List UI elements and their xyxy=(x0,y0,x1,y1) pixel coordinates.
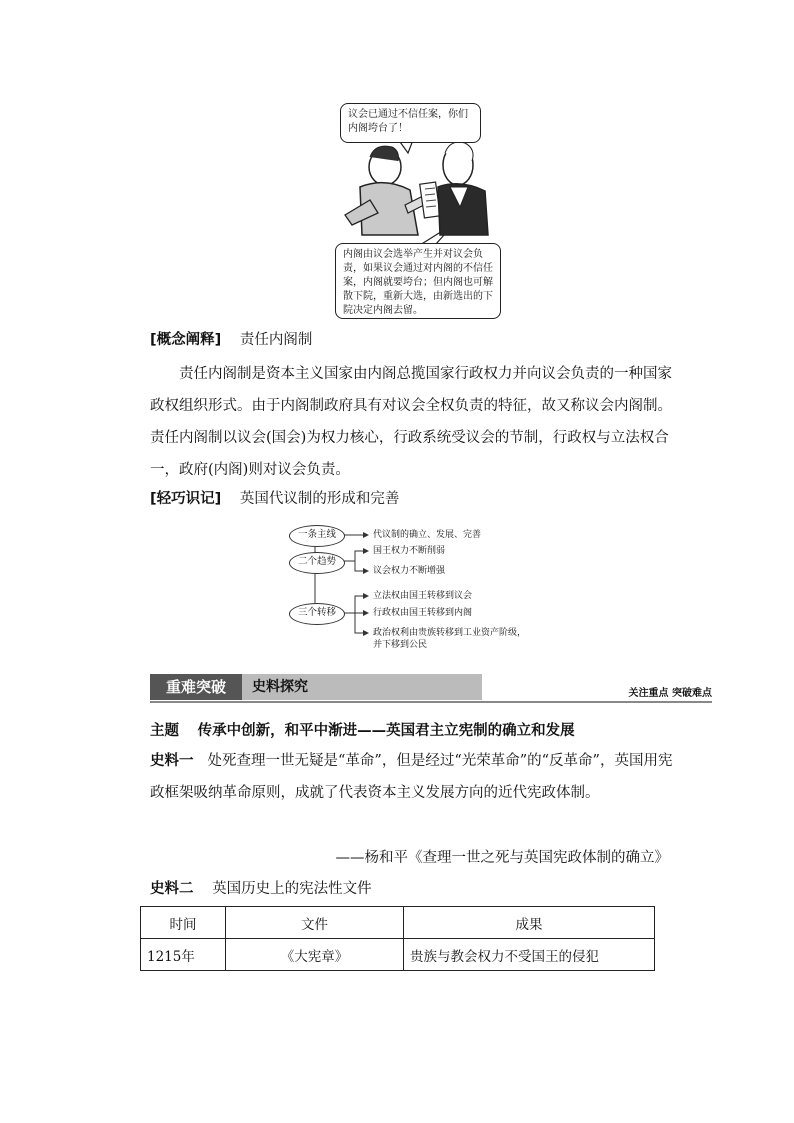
flow-trend-2: 议会权力不断增强 xyxy=(373,566,446,576)
source1-paragraph xyxy=(150,745,675,809)
topic-heading xyxy=(150,719,575,740)
topic-text: 传承中创新，和平中渐进——英国君主立宪制的确立和发展 xyxy=(197,723,575,739)
memory-heading xyxy=(150,487,399,508)
source2-title: 英国历史上的宪法性文件 xyxy=(212,881,372,897)
flow-transfer-1: 立法权由国王转移到议会 xyxy=(373,591,473,601)
flow-trend-1: 国王权力不断削弱 xyxy=(373,546,446,556)
memory-label: [轻巧识记] xyxy=(150,491,222,507)
table-row xyxy=(141,939,655,971)
source2-label: 史料二 xyxy=(150,881,194,897)
banner-divider xyxy=(150,701,712,703)
source1-label: 史料一 xyxy=(150,753,194,769)
memory-title: 英国代议制的形成和完善 xyxy=(239,491,400,507)
table-header-row xyxy=(141,907,655,939)
banner-dark-label: 重难突破 xyxy=(150,674,242,700)
constitution-table xyxy=(140,906,655,971)
speech-bubble-bottom: 内阁由议会选举产生并对议会负责，如果议会通过对内阁的不信任案，内阁就要垮台；但内阁也可解散下院，重新大选，由新选出的下院决定内阁去留。 xyxy=(335,243,501,319)
concept-title: 责任内阁制 xyxy=(239,332,313,348)
flow-transfer-3b: 并下移到公民 xyxy=(373,640,428,650)
concept-body: 责任内阁制是资本主义国家由内阁总揽国家行政权力并向议会负责的一种国家政权组织形式。由于内阁制政府具有对议会全权负责的特征，故又称议会内阁制。责任内阁制以议会(国会)为权力核心，行政系统受议会的节制，行政权与立法权合一，政府(内阁)则对议会负责。 xyxy=(150,366,672,478)
table-header-time: 时间 xyxy=(141,907,226,939)
banner-light-label: 史料探究 xyxy=(242,674,482,700)
cartoon-illustration xyxy=(300,95,500,315)
source1-text: 处死查理一世无疑是“革命”，但是经过“光荣革命”的“反革命”，英国用宪政框架吸纳革命原则，成就了代表资本主义发展方向的近代宪政体制。 xyxy=(150,753,673,801)
flow-transfer-2: 行政权由国王转移到内阁 xyxy=(373,608,473,618)
source2-heading xyxy=(150,877,372,898)
flow-main-line-text: 代议制的确立、发展、完善 xyxy=(373,530,482,540)
section-banner xyxy=(150,672,712,702)
source1-citation: ——杨和平《查理一世之死与英国宪政体制的确立》 xyxy=(335,850,669,866)
table-header-document: 文件 xyxy=(226,907,404,939)
table-cell-document: 《大宪章》 xyxy=(226,939,404,971)
flow-transfer-3a: 政治权利由贵族转移到工业资产阶级， xyxy=(373,628,527,638)
table-cell-result: 贵族与教会权力不受国王的侵犯 xyxy=(404,939,655,971)
flow-node-transfers: 三个转移 xyxy=(289,603,345,625)
speech-bubble-top: 议会已通过不信任案，你们内阁垮台了！ xyxy=(340,103,481,143)
table-cell-time: 1215年 xyxy=(141,939,226,971)
table-header-result: 成果 xyxy=(404,907,655,939)
flow-node-main-line: 一条主线 xyxy=(289,525,345,547)
flow-diagram xyxy=(285,513,585,653)
topic-label: 主题 xyxy=(150,723,179,739)
flow-node-trends: 二个趋势 xyxy=(289,552,345,574)
concept-label: [概念阐释] xyxy=(150,332,222,348)
concept-heading xyxy=(150,328,312,349)
banner-right-label: 关注重点 突破难点 xyxy=(628,688,712,699)
